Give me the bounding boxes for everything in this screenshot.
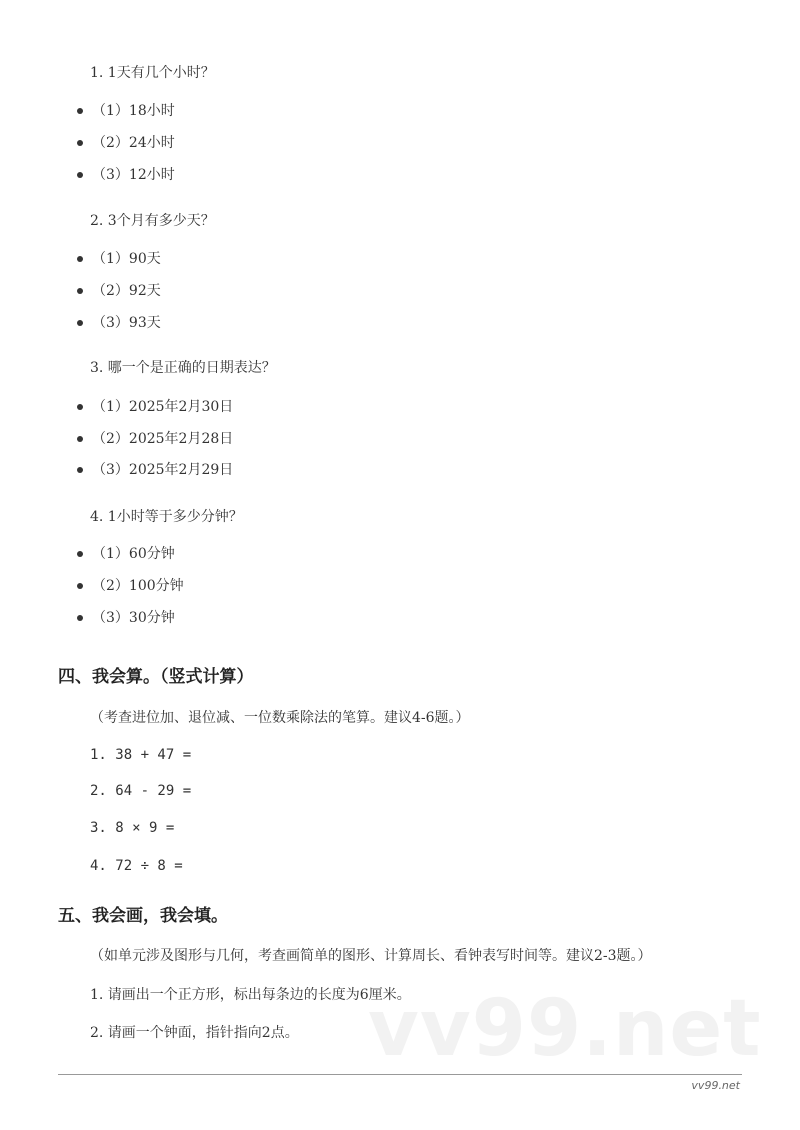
question-1-option-3: （3）12小时 bbox=[77, 165, 175, 185]
bullet-icon bbox=[77, 583, 83, 589]
bullet-icon bbox=[77, 615, 83, 621]
question-2-option-1: （1）90天 bbox=[77, 249, 161, 269]
bullet-icon bbox=[77, 140, 83, 146]
question-4-title: 4. 1小时等于多少分钟？ bbox=[90, 509, 243, 525]
question-2-title: 2. 3个月有多少天？ bbox=[90, 213, 215, 229]
footer-site-label: vv99.net bbox=[691, 1079, 740, 1092]
draw-item-1: 1. 请画出一个正方形，标出每条边的长度为6厘米。 bbox=[90, 987, 411, 1003]
question-1-option-1: （1）18小时 bbox=[77, 101, 175, 121]
bullet-icon bbox=[77, 108, 83, 114]
calc-item-2: 2. 64 - 29 = bbox=[90, 783, 192, 799]
question-3-option-1: （1）2025年2月30日 bbox=[77, 397, 233, 417]
bullet-icon bbox=[77, 551, 83, 557]
question-2-option-3: （3）93天 bbox=[77, 313, 161, 333]
section-5-heading: 五、我会画，我会填。 bbox=[58, 906, 228, 926]
question-1-title: 1. 1天有几个小时？ bbox=[90, 65, 215, 81]
question-2-option-2: （2）92天 bbox=[77, 281, 161, 301]
question-4-option-3: （3）30分钟 bbox=[77, 608, 175, 628]
footer-divider bbox=[58, 1074, 742, 1075]
watermark: vv99.net bbox=[368, 984, 762, 1074]
draw-item-2: 2. 请画一个钟面，指针指向2点。 bbox=[90, 1025, 299, 1041]
calc-item-3: 3. 8 × 9 = bbox=[90, 820, 175, 836]
question-4-option-1: （1）60分钟 bbox=[77, 544, 175, 564]
bullet-icon bbox=[77, 288, 83, 294]
calc-item-1: 1. 38 + 47 = bbox=[90, 747, 192, 763]
bullet-icon bbox=[77, 467, 83, 473]
section-4-heading: 四、我会算。（竖式计算） bbox=[58, 667, 254, 687]
question-1-option-2: （2）24小时 bbox=[77, 133, 175, 153]
bullet-icon bbox=[77, 436, 83, 442]
calc-item-4: 4. 72 ÷ 8 = bbox=[90, 858, 183, 874]
bullet-icon bbox=[77, 256, 83, 262]
question-3-option-3: （3）2025年2月29日 bbox=[77, 460, 233, 480]
bullet-icon bbox=[77, 172, 83, 178]
section-4-note: （考查进位加、退位减、一位数乘除法的笔算。建议4-6题。） bbox=[90, 710, 470, 726]
bullet-icon bbox=[77, 320, 83, 326]
bullet-icon bbox=[77, 404, 83, 410]
question-3-option-2: （2）2025年2月28日 bbox=[77, 429, 233, 449]
section-5-note: （如单元涉及图形与几何，考查画简单的图形、计算周长、看钟表写时间等。建议2-3题。） bbox=[90, 948, 652, 964]
question-4-option-2: （2）100分钟 bbox=[77, 576, 184, 596]
question-3-title: 3. 哪一个是正确的日期表达？ bbox=[90, 360, 276, 376]
